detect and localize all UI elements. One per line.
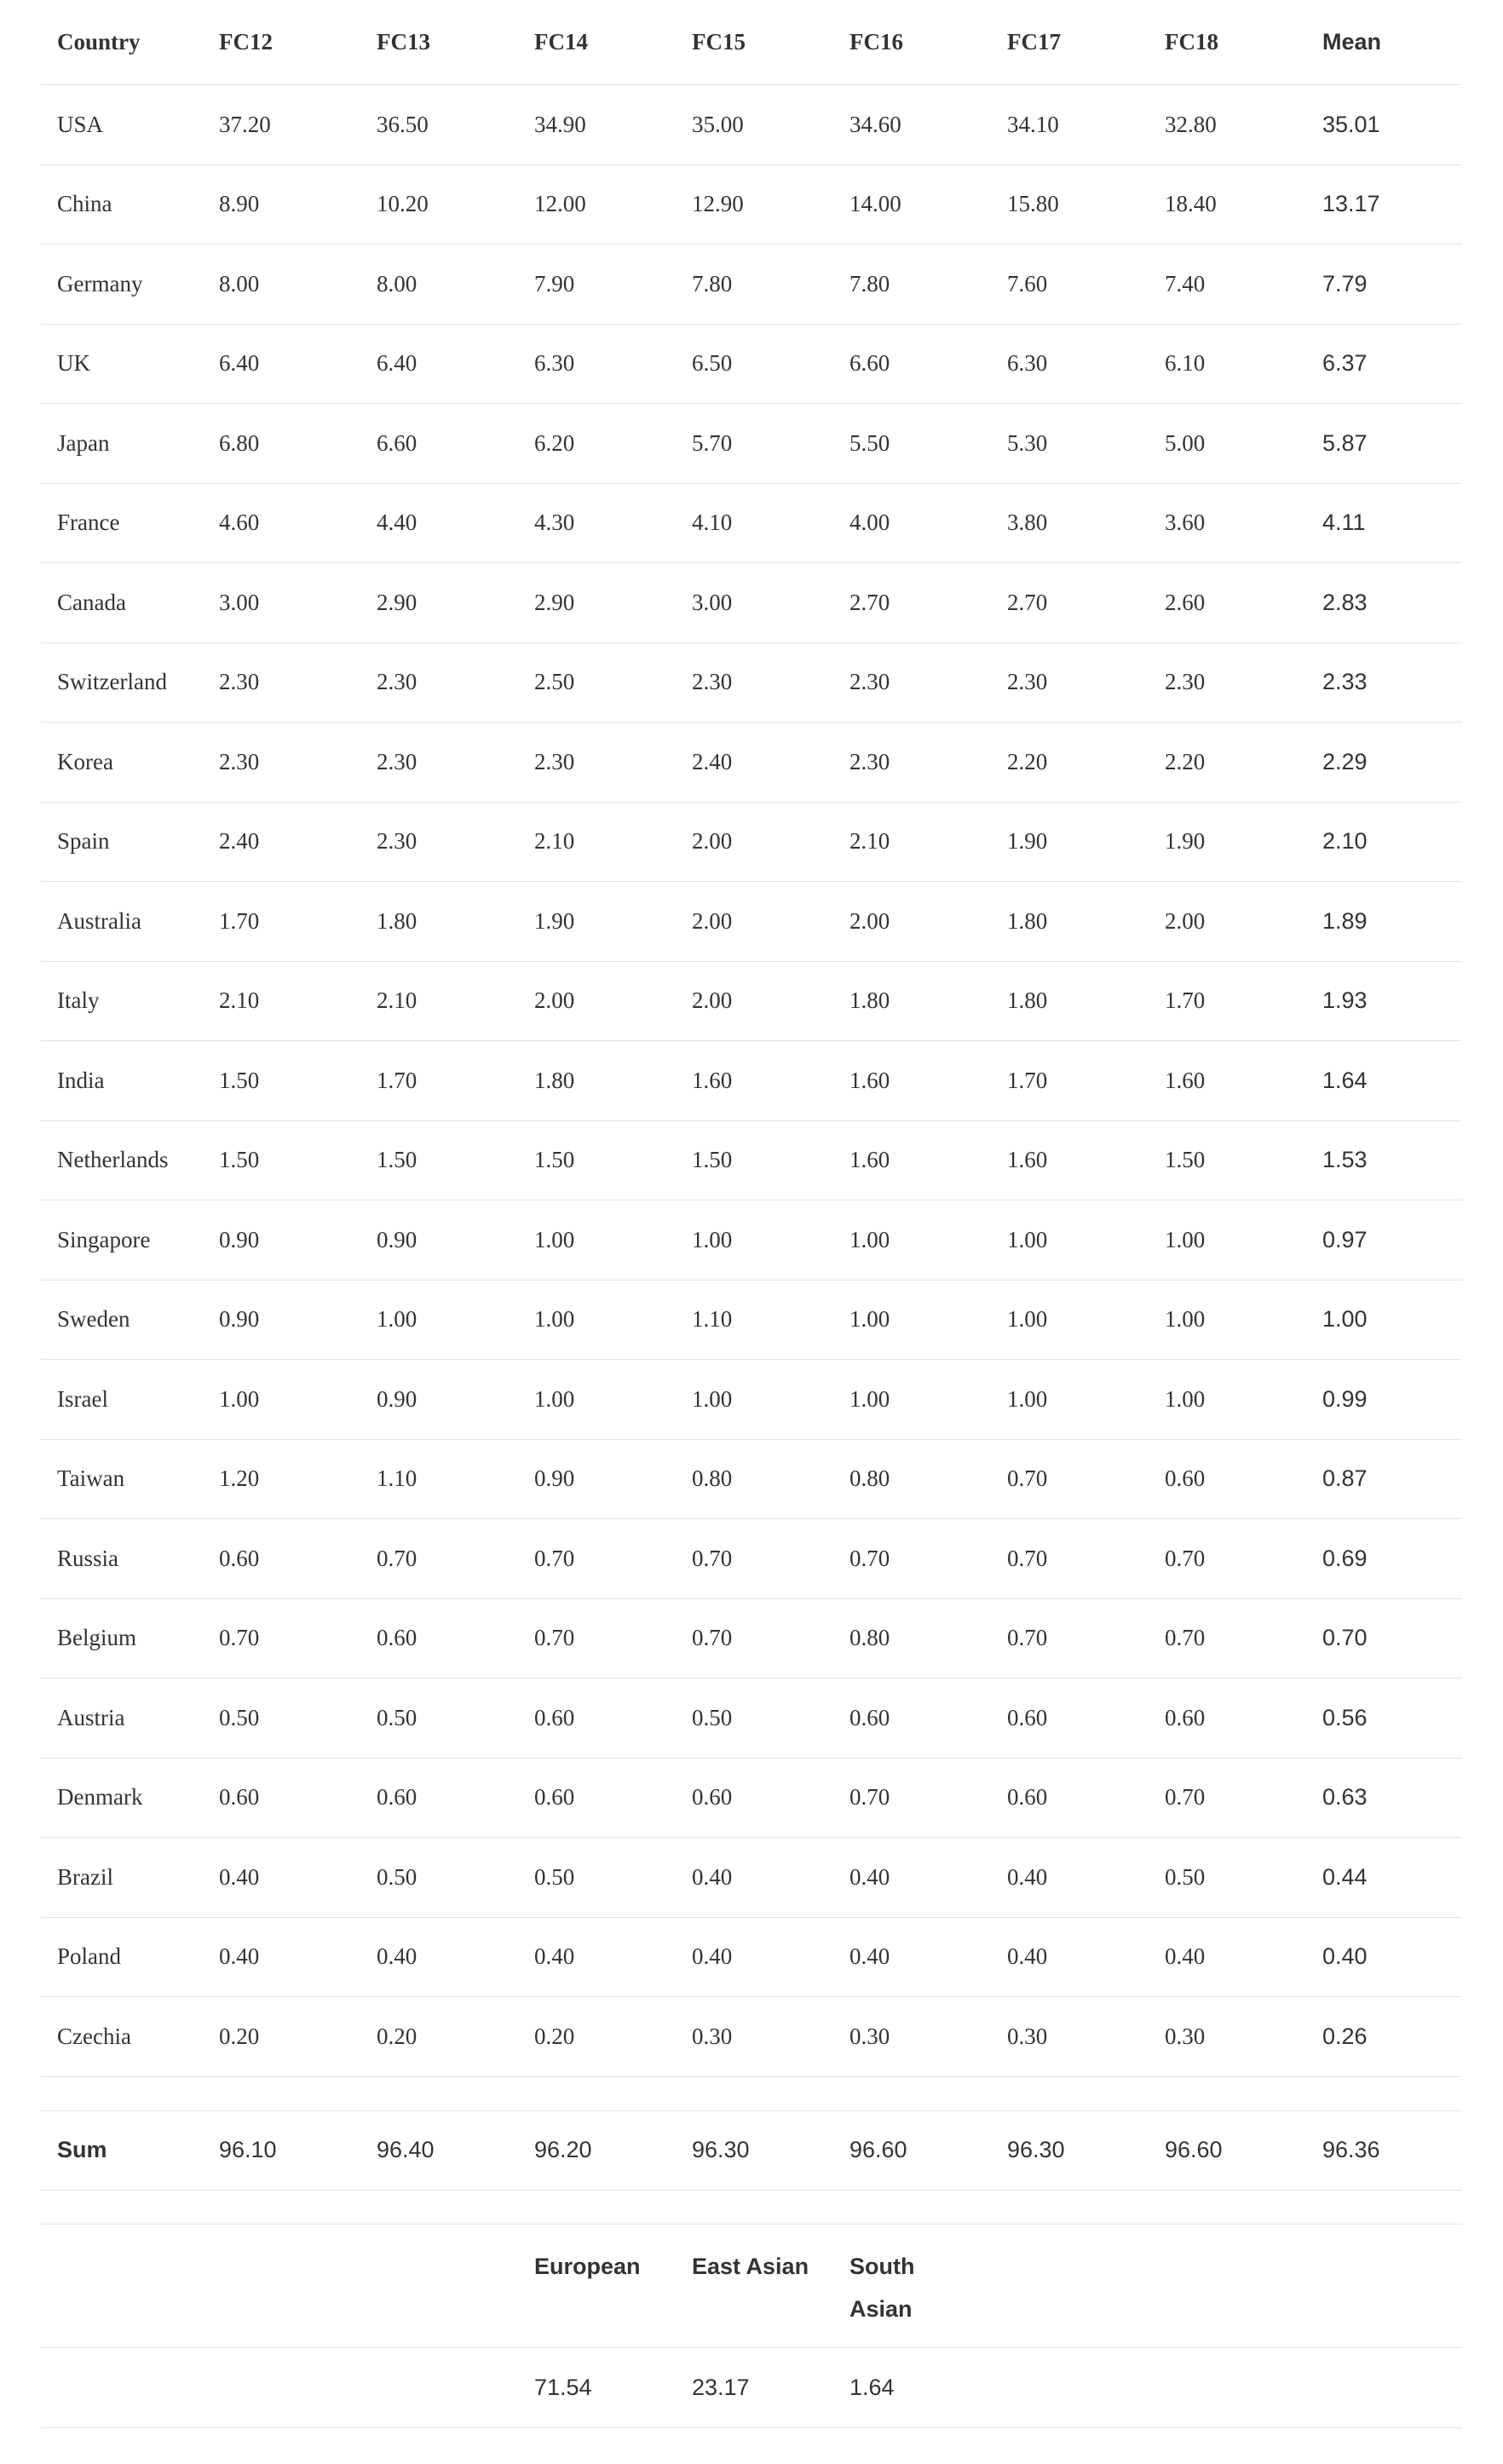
value-cell: 1.70 <box>219 907 260 934</box>
value-cell: 8.00 <box>377 270 418 296</box>
value-cell: 2.20 <box>1007 748 1048 774</box>
header-fc14: FC14 <box>534 29 588 55</box>
header-fc12: FC12 <box>219 29 273 55</box>
value-cell: 1.50 <box>377 1147 418 1173</box>
sum-cell: 96.10 <box>219 2137 277 2163</box>
country-cell: Netherlands <box>57 1147 169 1173</box>
value-cell: 1.00 <box>534 1306 575 1333</box>
country-cell: China <box>57 191 112 217</box>
value-cell: 0.60 <box>1007 1784 1048 1811</box>
value-cell: 1.70 <box>1007 1067 1048 1093</box>
mean-cell: 1.89 <box>1322 907 1368 934</box>
value-cell: 34.10 <box>1007 111 1059 137</box>
value-cell: 0.70 <box>849 1784 890 1811</box>
country-cell: India <box>57 1067 105 1093</box>
value-cell: 10.20 <box>377 191 429 217</box>
region-value-east-asian: 23.17 <box>692 2374 750 2400</box>
value-cell: 1.00 <box>1165 1226 1206 1252</box>
value-cell: 1.60 <box>1165 1067 1206 1093</box>
sum-mean: 96.36 <box>1322 2137 1380 2163</box>
value-cell: 0.50 <box>377 1704 418 1730</box>
value-cell: 2.30 <box>219 748 260 774</box>
value-cell: 1.10 <box>377 1465 418 1492</box>
table-row <box>41 803 1462 883</box>
value-cell: 2.10 <box>219 987 260 1014</box>
value-cell: 7.90 <box>534 270 575 296</box>
country-cell: UK <box>57 350 90 377</box>
mean-cell: 13.17 <box>1322 191 1380 217</box>
value-cell: 2.00 <box>1165 907 1206 934</box>
value-cell: 2.10 <box>377 987 418 1014</box>
value-cell: 0.60 <box>219 1545 260 1571</box>
value-cell: 1.00 <box>219 1385 260 1412</box>
value-cell: 6.30 <box>1007 350 1048 377</box>
value-cell: 2.30 <box>692 669 733 695</box>
value-cell: 3.00 <box>219 589 260 615</box>
value-cell: 0.40 <box>377 1943 418 1970</box>
region-values-row <box>41 2348 1462 2428</box>
value-cell: 1.00 <box>1165 1385 1206 1412</box>
value-cell: 1.60 <box>1007 1147 1048 1173</box>
value-cell: 0.70 <box>534 1545 575 1571</box>
value-cell: 6.40 <box>219 350 260 377</box>
value-cell: 0.70 <box>1007 1625 1048 1651</box>
value-cell: 2.20 <box>1165 748 1206 774</box>
value-cell: 0.50 <box>534 1863 575 1890</box>
value-cell: 1.50 <box>219 1147 260 1173</box>
value-cell: 1.60 <box>692 1067 733 1093</box>
table-row <box>41 1281 1462 1361</box>
value-cell: 1.80 <box>1007 907 1048 934</box>
value-cell: 1.90 <box>1165 828 1206 855</box>
value-cell: 1.80 <box>377 907 418 934</box>
value-cell: 2.70 <box>849 589 890 615</box>
value-cell: 6.50 <box>692 350 733 377</box>
country-cell: Austria <box>57 1704 125 1730</box>
value-cell: 0.40 <box>1007 1863 1048 1890</box>
country-cell: France <box>57 509 120 536</box>
value-cell: 0.70 <box>692 1625 733 1651</box>
value-cell: 7.40 <box>1165 270 1206 296</box>
mean-cell: 2.29 <box>1322 748 1368 774</box>
header-fc17: FC17 <box>1007 29 1061 55</box>
value-cell: 0.40 <box>534 1943 575 1970</box>
country-cell: Poland <box>57 1943 122 1970</box>
value-cell: 0.40 <box>219 1943 260 1970</box>
sum-cell: 96.30 <box>692 2137 750 2163</box>
sum-cell: 96.20 <box>534 2137 592 2163</box>
value-cell: 1.50 <box>1165 1147 1206 1173</box>
value-cell: 2.30 <box>849 669 890 695</box>
table-row <box>41 1519 1462 1599</box>
country-cell: Russia <box>57 1545 119 1571</box>
value-cell: 4.10 <box>692 509 733 536</box>
value-cell: 36.50 <box>377 111 429 137</box>
value-cell: 6.80 <box>219 429 260 456</box>
mean-cell: 0.44 <box>1322 1863 1368 1890</box>
value-cell: 1.10 <box>692 1306 733 1333</box>
header-fc13: FC13 <box>377 29 430 55</box>
region-label-south-asian: South Asian <box>849 2254 915 2322</box>
value-cell: 2.30 <box>1007 669 1048 695</box>
value-cell: 12.00 <box>534 191 586 217</box>
value-cell: 4.40 <box>377 509 418 536</box>
value-cell: 2.30 <box>377 669 418 695</box>
region-header-row <box>41 2225 1462 2348</box>
mean-cell: 4.11 <box>1322 509 1366 536</box>
table-row <box>41 1997 1462 2077</box>
value-cell: 7.80 <box>849 270 890 296</box>
country-cell: USA <box>57 111 104 137</box>
table-row <box>41 1759 1462 1839</box>
value-cell: 4.00 <box>849 509 890 536</box>
mean-cell: 5.87 <box>1322 429 1368 456</box>
value-cell: 0.60 <box>1007 1704 1048 1730</box>
value-cell: 0.90 <box>219 1226 260 1252</box>
region-value-south-asian: 1.64 <box>849 2374 895 2400</box>
table-row <box>41 484 1462 564</box>
value-cell: 1.00 <box>849 1226 890 1252</box>
value-cell: 14.00 <box>849 191 901 217</box>
value-cell: 2.70 <box>1007 589 1048 615</box>
value-cell: 6.20 <box>534 429 575 456</box>
region-value-european: 71.54 <box>534 2374 592 2400</box>
table-spacer <box>41 2077 1462 2111</box>
mean-cell: 0.97 <box>1322 1226 1368 1252</box>
region-label-east-asian: East Asian <box>692 2254 809 2279</box>
table-row <box>41 1200 1462 1281</box>
table-row <box>41 1918 1462 1998</box>
header-fc15: FC15 <box>692 29 746 55</box>
table-row <box>41 1121 1462 1201</box>
value-cell: 0.20 <box>534 2023 575 2049</box>
value-cell: 0.80 <box>849 1465 890 1492</box>
table-spacer <box>41 2191 1462 2225</box>
value-cell: 0.70 <box>849 1545 890 1571</box>
value-cell: 2.90 <box>377 589 418 615</box>
mean-cell: 35.01 <box>1322 111 1380 137</box>
value-cell: 7.80 <box>692 270 733 296</box>
value-cell: 1.00 <box>1007 1385 1048 1412</box>
value-cell: 2.30 <box>849 748 890 774</box>
value-cell: 2.00 <box>692 907 733 934</box>
value-cell: 0.60 <box>1165 1704 1206 1730</box>
value-cell: 0.40 <box>692 1863 733 1890</box>
value-cell: 2.30 <box>534 748 575 774</box>
value-cell: 37.20 <box>219 111 271 137</box>
country-cell: Korea <box>57 748 113 774</box>
value-cell: 7.60 <box>1007 270 1048 296</box>
value-cell: 12.90 <box>692 191 744 217</box>
value-cell: 0.80 <box>849 1625 890 1651</box>
value-cell: 2.50 <box>534 669 575 695</box>
value-cell: 1.00 <box>534 1226 575 1252</box>
value-cell: 1.00 <box>692 1226 733 1252</box>
value-cell: 0.40 <box>849 1863 890 1890</box>
value-cell: 1.70 <box>377 1067 418 1093</box>
table-header-row <box>41 0 1462 85</box>
value-cell: 0.70 <box>1007 1545 1048 1571</box>
table-row <box>41 165 1462 245</box>
country-cell: Singapore <box>57 1226 151 1252</box>
value-cell: 0.70 <box>692 1545 733 1571</box>
value-cell: 0.60 <box>534 1784 575 1811</box>
value-cell: 1.50 <box>534 1147 575 1173</box>
value-cell: 0.60 <box>219 1784 260 1811</box>
mean-cell: 0.26 <box>1322 2023 1368 2049</box>
country-cell: Belgium <box>57 1625 136 1651</box>
value-cell: 0.30 <box>849 2023 890 2049</box>
value-cell: 5.00 <box>1165 429 1206 456</box>
country-cell: Canada <box>57 589 126 615</box>
value-cell: 0.90 <box>219 1306 260 1333</box>
value-cell: 1.80 <box>1007 987 1048 1014</box>
value-cell: 1.00 <box>534 1385 575 1412</box>
value-cell: 0.80 <box>692 1465 733 1492</box>
value-cell: 3.80 <box>1007 509 1048 536</box>
mean-cell: 7.79 <box>1322 270 1368 296</box>
country-cell: Israel <box>57 1385 108 1412</box>
value-cell: 5.30 <box>1007 429 1048 456</box>
value-cell: 0.50 <box>1165 1863 1206 1890</box>
value-cell: 8.00 <box>219 270 260 296</box>
value-cell: 2.90 <box>534 589 575 615</box>
value-cell: 6.30 <box>534 350 575 377</box>
value-cell: 0.90 <box>377 1385 418 1412</box>
country-cell: Spain <box>57 828 110 855</box>
value-cell: 0.90 <box>377 1226 418 1252</box>
value-cell: 2.00 <box>692 828 733 855</box>
value-cell: 0.40 <box>1165 1943 1206 1970</box>
table-row <box>41 563 1462 643</box>
value-cell: 2.00 <box>534 987 575 1014</box>
value-cell: 5.70 <box>692 429 733 456</box>
value-cell: 0.60 <box>692 1784 733 1811</box>
value-cell: 0.90 <box>534 1465 575 1492</box>
value-cell: 0.40 <box>692 1943 733 1970</box>
sum-cell: 96.60 <box>1165 2137 1223 2163</box>
table-row <box>41 1599 1462 1679</box>
value-cell: 1.90 <box>534 907 575 934</box>
country-cell: Switzerland <box>57 669 167 695</box>
value-cell: 6.60 <box>377 429 418 456</box>
value-cell: 1.70 <box>1165 987 1206 1014</box>
mean-cell: 2.33 <box>1322 669 1368 695</box>
value-cell: 2.30 <box>1165 669 1206 695</box>
value-cell: 32.80 <box>1165 111 1217 137</box>
sum-cell: 96.30 <box>1007 2137 1065 2163</box>
table-row <box>41 1838 1462 1918</box>
mean-cell: 0.63 <box>1322 1784 1368 1811</box>
country-cell: Denmark <box>57 1784 143 1811</box>
table-row <box>41 1360 1462 1440</box>
value-cell: 2.10 <box>534 828 575 855</box>
value-cell: 0.30 <box>1165 2023 1206 2049</box>
value-cell: 0.60 <box>534 1704 575 1730</box>
mean-cell: 0.99 <box>1322 1385 1368 1412</box>
mean-cell: 2.10 <box>1322 828 1368 855</box>
country-cell: Australia <box>57 907 141 934</box>
value-cell: 15.80 <box>1007 191 1059 217</box>
value-cell: 1.90 <box>1007 828 1048 855</box>
value-cell: 1.20 <box>219 1465 260 1492</box>
data-table <box>41 0 1462 2428</box>
mean-cell: 0.87 <box>1322 1465 1368 1492</box>
value-cell: 0.70 <box>377 1545 418 1571</box>
header-fc18: FC18 <box>1165 29 1218 55</box>
value-cell: 3.60 <box>1165 509 1206 536</box>
sum-cell: 96.60 <box>849 2137 907 2163</box>
value-cell: 1.00 <box>1007 1226 1048 1252</box>
value-cell: 2.10 <box>849 828 890 855</box>
value-cell: 0.50 <box>377 1863 418 1890</box>
value-cell: 1.80 <box>849 987 890 1014</box>
mean-cell: 1.53 <box>1322 1147 1368 1173</box>
value-cell: 0.50 <box>219 1704 260 1730</box>
value-cell: 0.30 <box>692 2023 733 2049</box>
table-row <box>41 1440 1462 1520</box>
table-row <box>41 723 1462 803</box>
value-cell: 2.30 <box>377 748 418 774</box>
value-cell: 1.00 <box>1007 1306 1048 1333</box>
value-cell: 2.40 <box>692 748 733 774</box>
table-row <box>41 882 1462 962</box>
value-cell: 35.00 <box>692 111 744 137</box>
country-cell: Taiwan <box>57 1465 125 1492</box>
value-cell: 6.10 <box>1165 350 1206 377</box>
value-cell: 34.60 <box>849 111 901 137</box>
mean-cell: 1.64 <box>1322 1067 1368 1093</box>
value-cell: 8.90 <box>219 191 260 217</box>
value-cell: 2.30 <box>219 669 260 695</box>
value-cell: 1.50 <box>219 1067 260 1093</box>
table-row <box>41 245 1462 325</box>
value-cell: 0.20 <box>377 2023 418 2049</box>
value-cell: 1.60 <box>849 1147 890 1173</box>
value-cell: 0.70 <box>534 1625 575 1651</box>
value-cell: 1.00 <box>377 1306 418 1333</box>
value-cell: 2.00 <box>692 987 733 1014</box>
sum-cell: 96.40 <box>377 2137 435 2163</box>
mean-cell: 2.83 <box>1322 589 1368 615</box>
header-country: Country <box>57 29 141 55</box>
value-cell: 0.40 <box>219 1863 260 1890</box>
value-cell: 4.60 <box>219 509 260 536</box>
value-cell: 0.70 <box>1007 1465 1048 1492</box>
value-cell: 0.70 <box>1165 1545 1206 1571</box>
value-cell: 18.40 <box>1165 191 1217 217</box>
header-fc16: FC16 <box>849 29 903 55</box>
value-cell: 1.00 <box>1165 1306 1206 1333</box>
country-cell: Brazil <box>57 1863 113 1890</box>
table-row <box>41 962 1462 1042</box>
region-label-european: European <box>534 2254 641 2279</box>
value-cell: 1.00 <box>849 1385 890 1412</box>
table-row <box>41 1041 1462 1121</box>
value-cell: 3.00 <box>692 589 733 615</box>
country-cell: Sweden <box>57 1306 130 1333</box>
value-cell: 0.70 <box>219 1625 260 1651</box>
table-row <box>41 404 1462 484</box>
mean-cell: 6.37 <box>1322 350 1368 377</box>
mean-cell: 1.00 <box>1322 1306 1368 1333</box>
mean-cell: 1.93 <box>1322 987 1368 1014</box>
value-cell: 2.40 <box>219 828 260 855</box>
value-cell: 4.30 <box>534 509 575 536</box>
value-cell: 0.60 <box>377 1625 418 1651</box>
table-row <box>41 643 1462 723</box>
value-cell: 2.00 <box>849 907 890 934</box>
value-cell: 0.40 <box>1007 1943 1048 1970</box>
value-cell: 0.60 <box>1165 1465 1206 1492</box>
value-cell: 34.90 <box>534 111 586 137</box>
country-cell: Czechia <box>57 2023 131 2049</box>
value-cell: 5.50 <box>849 429 890 456</box>
value-cell: 0.70 <box>1165 1784 1206 1811</box>
table-row <box>41 325 1462 405</box>
sum-label: Sum <box>57 2137 107 2163</box>
value-cell: 1.50 <box>692 1147 733 1173</box>
value-cell: 0.60 <box>849 1704 890 1730</box>
table-row <box>41 1678 1462 1759</box>
country-cell: Japan <box>57 429 110 456</box>
table-row <box>41 85 1462 165</box>
value-cell: 0.20 <box>219 2023 260 2049</box>
mean-cell: 0.56 <box>1322 1704 1368 1730</box>
table-body <box>41 85 1462 2077</box>
value-cell: 1.80 <box>534 1067 575 1093</box>
value-cell: 0.60 <box>377 1784 418 1811</box>
country-cell: Italy <box>57 987 100 1014</box>
value-cell: 6.60 <box>849 350 890 377</box>
value-cell: 0.50 <box>692 1704 733 1730</box>
value-cell: 0.40 <box>849 1943 890 1970</box>
country-cell: Germany <box>57 270 143 296</box>
value-cell: 0.30 <box>1007 2023 1048 2049</box>
value-cell: 2.60 <box>1165 589 1206 615</box>
sum-row <box>41 2111 1462 2191</box>
mean-cell: 0.40 <box>1322 1943 1368 1970</box>
value-cell: 1.60 <box>849 1067 890 1093</box>
value-cell: 1.00 <box>692 1385 733 1412</box>
header-mean: Mean <box>1322 29 1382 55</box>
value-cell: 6.40 <box>377 350 418 377</box>
value-cell: 0.70 <box>1165 1625 1206 1651</box>
value-cell: 1.00 <box>849 1306 890 1333</box>
mean-cell: 0.70 <box>1322 1625 1368 1651</box>
mean-cell: 0.69 <box>1322 1545 1368 1571</box>
value-cell: 2.30 <box>377 828 418 855</box>
